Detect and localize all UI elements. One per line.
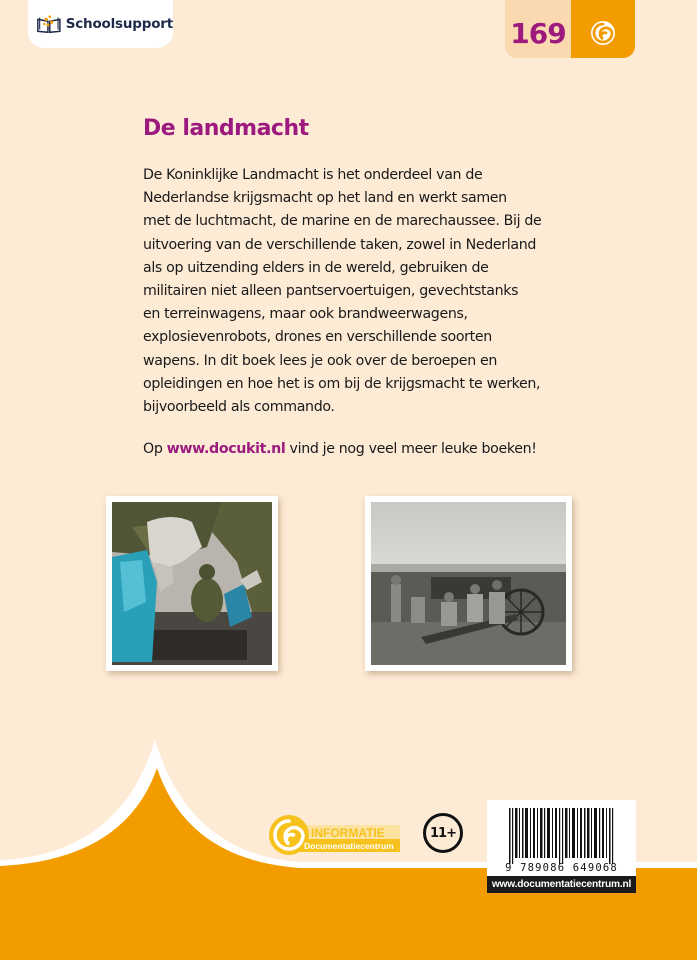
isbn-barcode xyxy=(487,800,636,876)
paragraph-line: bijvoorbeeld als commando. xyxy=(143,399,335,416)
open-book-icon xyxy=(36,13,62,35)
informatie-title: INFORMATIE xyxy=(311,826,385,840)
promo-prefix: Op xyxy=(143,441,167,457)
photo-soldiers-cleanup xyxy=(106,496,278,671)
publisher-logo xyxy=(28,0,173,48)
paragraph-line: met de luchtmacht, de marine en de marechaussee. Bij de xyxy=(143,213,542,230)
publisher-name: Schoolsupport xyxy=(65,16,173,32)
description-paragraph xyxy=(143,164,563,419)
informatie-series-logo xyxy=(266,812,402,858)
paragraph-line: wapens. In dit boek lees je ook over de beroepen en xyxy=(143,352,498,369)
book-number-tab xyxy=(505,0,635,58)
paragraph-line: opleidingen en hoe het is om bij de krijgsmacht te werken, xyxy=(143,375,541,392)
paragraph-line: en terreinwagens, maar ook brandweerwagens, xyxy=(143,306,468,323)
isbn-number: 9 789086 649068 xyxy=(505,862,618,874)
swirl-icon xyxy=(571,0,635,58)
informatie-subtitle: Documentatiecentrum xyxy=(304,841,394,851)
paragraph-line: explosievenrobots, drones en verschillende soorten xyxy=(143,329,492,346)
book-number: 169 xyxy=(505,0,571,58)
paragraph-line: Nederlandse krijgsmacht op het land en werkt samen xyxy=(143,190,507,207)
website-url: www.documentatiecentrum.nl xyxy=(487,876,636,893)
paragraph-line: De Koninklijke Landmacht is het onderdeel van de xyxy=(143,167,483,183)
age-rating-badge: 11+ xyxy=(423,813,463,853)
page-title: De landmacht xyxy=(143,116,309,141)
promo-line xyxy=(143,441,537,457)
paragraph-line: uitvoering van de verschillende taken, zowel in Nederland xyxy=(143,236,537,253)
docukit-link[interactable]: www.docukit.nl xyxy=(166,441,286,457)
promo-suffix: vind je nog veel meer leuke boeken! xyxy=(285,441,537,457)
paragraph-line: militairen niet alleen pantservoertuigen, gevechtstanks xyxy=(143,283,519,300)
paragraph-line: als op uitzending elders in de wereld, gebruiken de xyxy=(143,259,489,276)
photo-historic-cannon xyxy=(365,496,572,671)
